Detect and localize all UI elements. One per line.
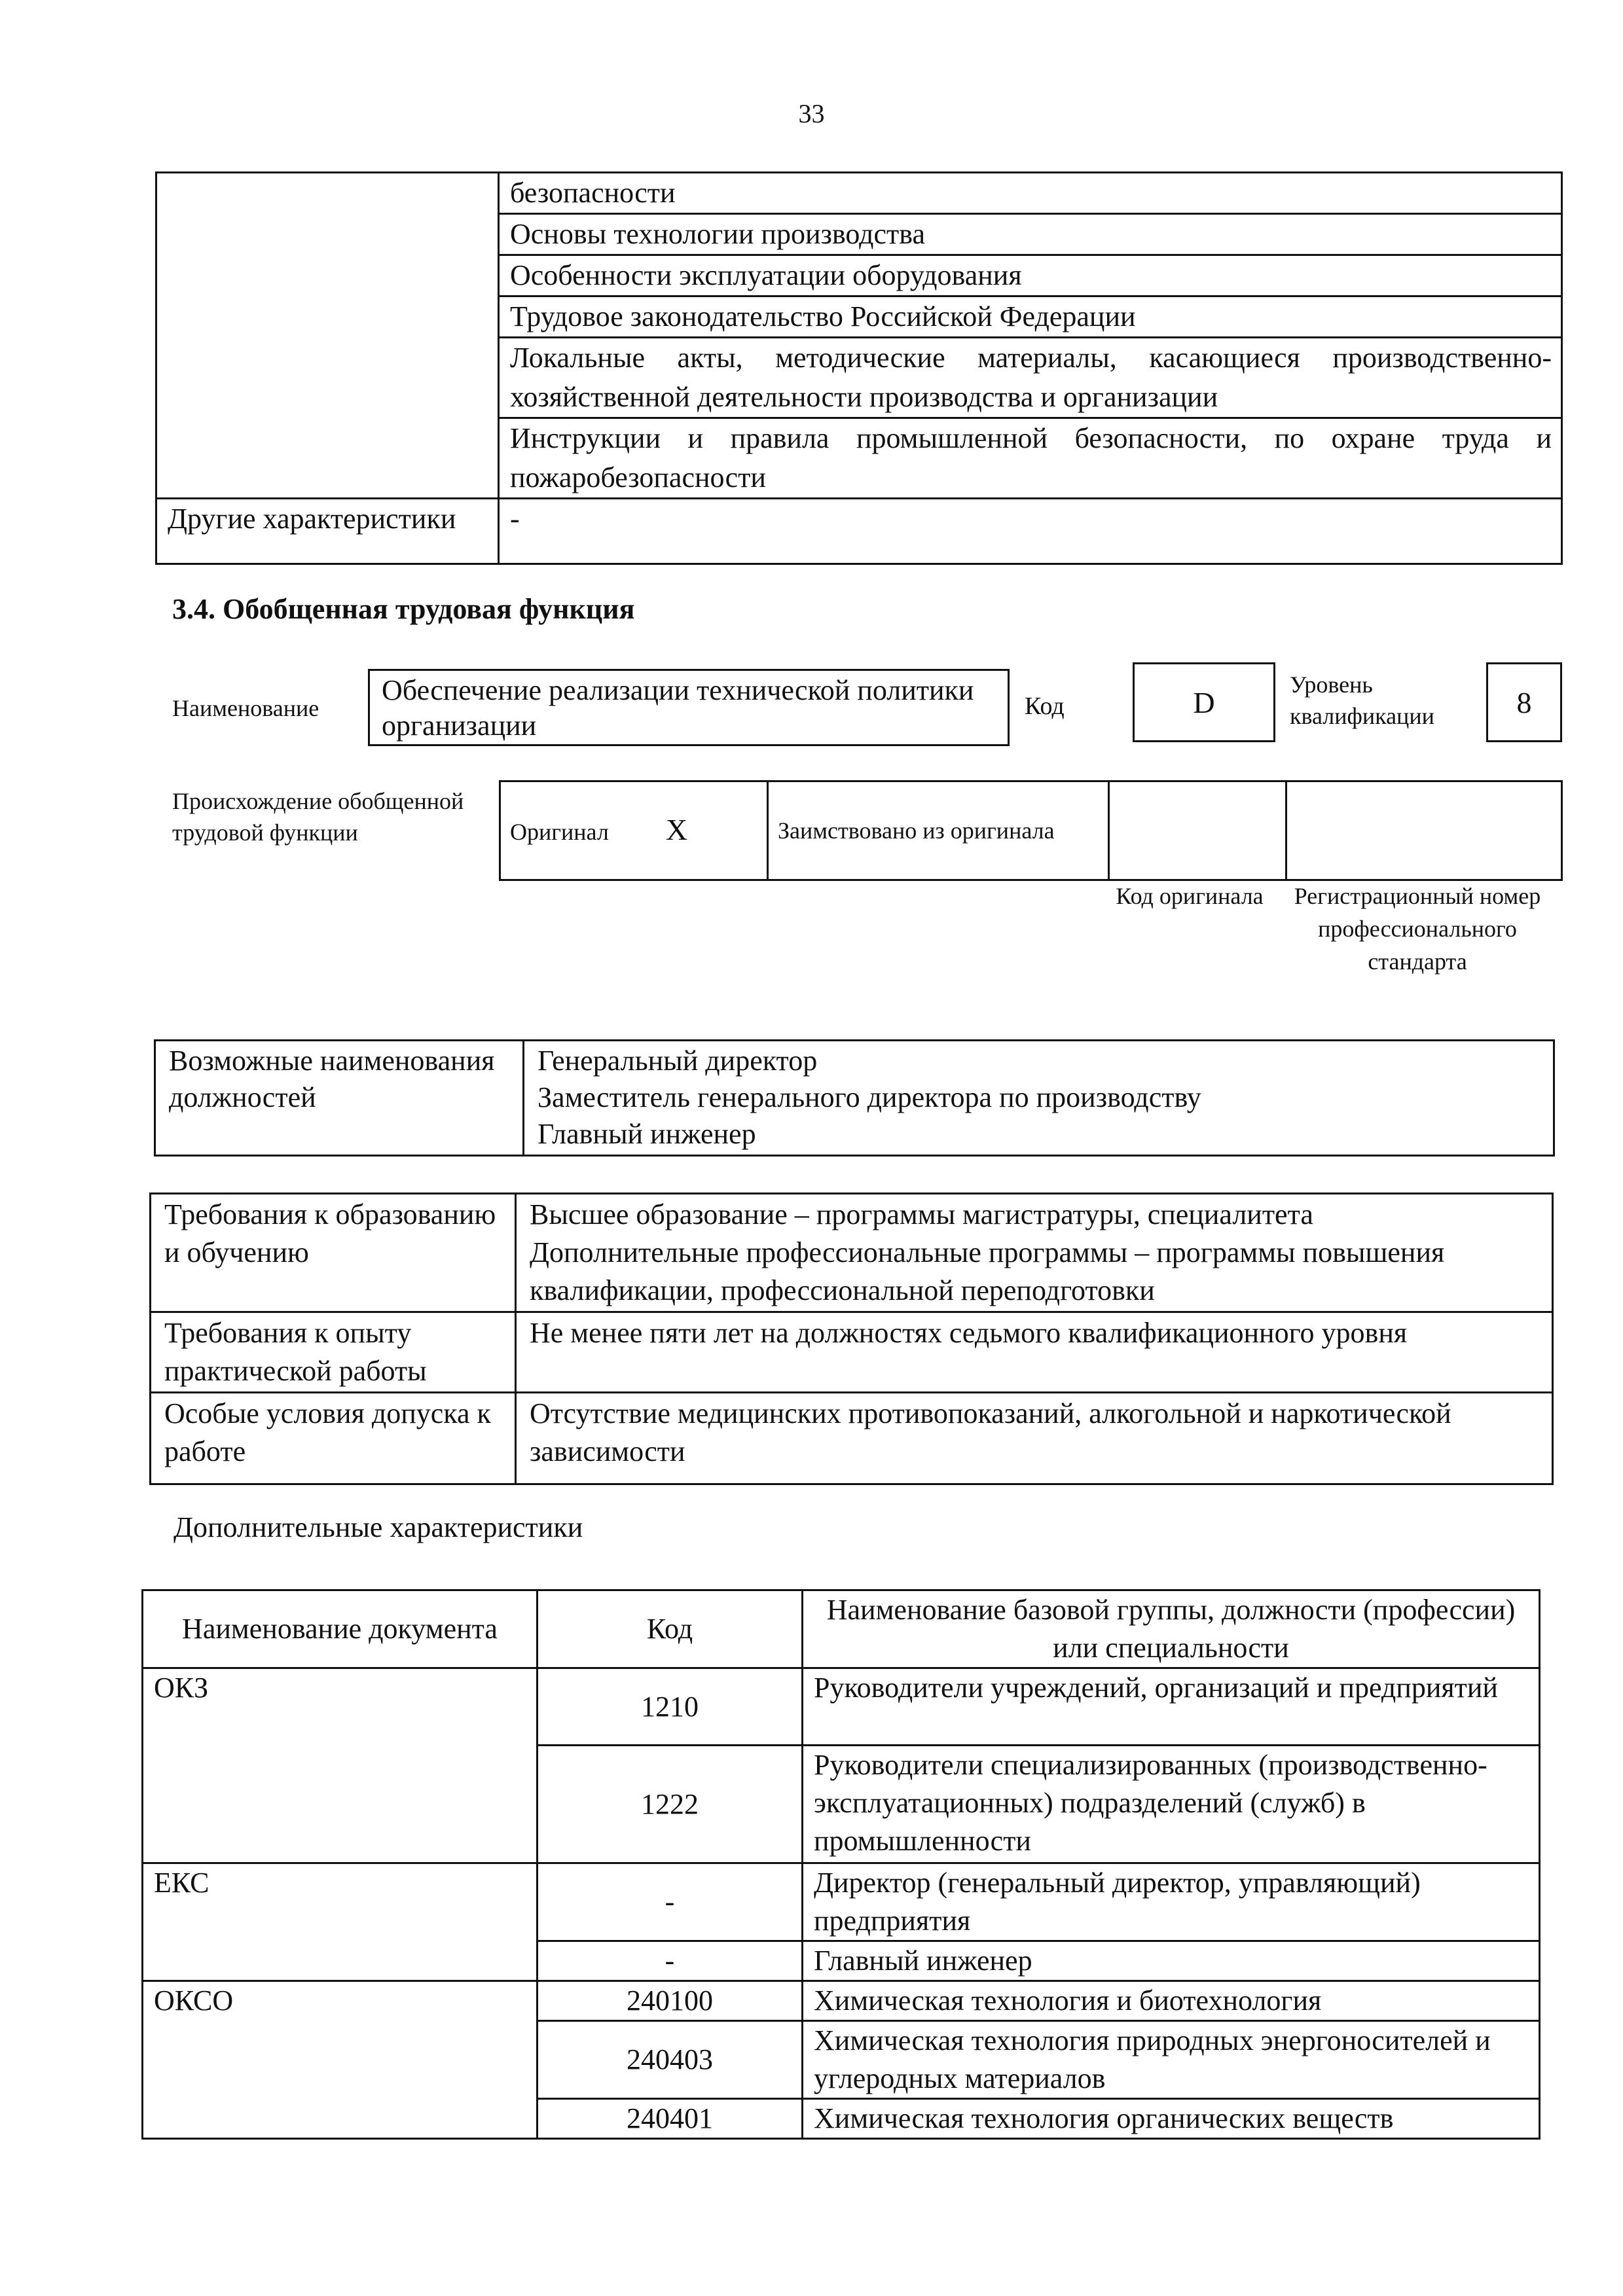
code-cell: 240403 (538, 2021, 803, 2099)
name-cell: Руководители учреждений, организаций и предприятий (803, 1668, 1540, 1746)
origin-original-mark: X (665, 812, 688, 846)
name-cell: Химическая технология природных энергоносителей и углеродных материалов (803, 2021, 1540, 2099)
additional-characteristics-title: Дополнительные характеристики (173, 1511, 583, 1543)
knowledge-item: Инструкции и правила промышленной безопасности, по охране труда и пожаробезопасности (499, 418, 1562, 499)
knowledge-item: Особенности эксплуатации оборудования (499, 255, 1562, 296)
requirement-value: Не менее пяти лет на должностях седьмого квалификационного уровня (516, 1312, 1553, 1393)
knowledge-item: Трудовое законодательство Российской Федерации (499, 296, 1562, 338)
page-number: 33 (798, 99, 825, 128)
origin-label: Происхождение обобщенной трудовой функции (172, 788, 464, 846)
job-title: Заместитель генерального директора по производству (538, 1081, 1201, 1113)
name-cell: Химическая технология органических веществ (803, 2099, 1540, 2139)
document-name: ОКСО (143, 1981, 538, 2139)
requirement-label: Особые условия допуска к работе (151, 1393, 516, 1484)
job-titles-label: Возможные наименования должностей (155, 1041, 524, 1156)
document-name: ЕКС (143, 1863, 538, 1981)
requirement-label: Требования к опыту практической работы (151, 1312, 516, 1393)
empty-label-cell (156, 173, 499, 499)
header-name: Наименование базовой группы, должности (профессии) или специальности (803, 1590, 1540, 1668)
document-name: ОКЗ (143, 1668, 538, 1863)
requirements-table (149, 1193, 1554, 1485)
header-code: Код (538, 1590, 803, 1668)
gtf-name-label: Наименование (172, 695, 319, 721)
code-cell: - (538, 1941, 803, 1981)
origin-code-caption: Код оригинала (1116, 883, 1264, 909)
origin-original-cell (500, 781, 768, 880)
requirement-value: Отсутствие медицинских противопоказаний, алкогольной и наркотической зависимости (516, 1393, 1553, 1484)
origin-table (499, 780, 1563, 881)
gtf-level-value: 8 (1486, 662, 1562, 742)
knowledge-item: безопасности (499, 173, 1562, 214)
gtf-code-label: Код (1025, 692, 1065, 720)
origin-reg-caption: Регистрационный номер профессионального стандарта (1294, 883, 1541, 975)
code-cell: 240401 (538, 2099, 803, 2139)
origin-borrowed-label: Заимствовано из оригинала (768, 781, 1109, 880)
name-cell: Руководители специализированных (производственно-эксплуатационных) подразделений (служб) в промышленности (803, 1746, 1540, 1863)
gtf-level-label: Уровень квалификации (1290, 672, 1434, 729)
additional-characteristics-table (141, 1589, 1541, 2140)
requirement-line: Дополнительные профессиональные программы – программы повышения квалификации, профессиональной переподготовки (530, 1236, 1445, 1306)
job-titles-values (524, 1041, 1554, 1156)
requirement-label: Требования к образованию и обучению (151, 1194, 516, 1312)
job-title: Главный инженер (538, 1118, 756, 1150)
name-cell: Главный инженер (803, 1941, 1540, 1981)
job-title: Генеральный директор (538, 1045, 818, 1077)
origin-reg-number-cell (1286, 781, 1562, 880)
code-cell: - (538, 1863, 803, 1941)
code-cell: 1222 (538, 1746, 803, 1863)
knowledge-item: Локальные акты, методические материалы, касающиеся производственно-хозяйственной деятельности производства и организации (499, 338, 1562, 418)
knowledge-table-continuation (155, 171, 1563, 565)
name-cell: Директор (генеральный директор, управляющий) предприятия (803, 1863, 1540, 1941)
gtf-code-value: D (1133, 662, 1275, 742)
job-titles-table (154, 1039, 1555, 1157)
requirement-value (516, 1194, 1553, 1312)
origin-original-label: Оригинал (510, 818, 609, 845)
knowledge-item: Основы технологии производства (499, 214, 1562, 255)
other-characteristics-label: Другие характеристики (156, 499, 499, 564)
code-cell: 1210 (538, 1668, 803, 1746)
requirement-line: Высшее образование – программы магистратуры, специалитета (530, 1198, 1313, 1230)
other-characteristics-value: - (499, 499, 1562, 564)
name-cell: Химическая технология и биотехнология (803, 1981, 1540, 2021)
header-document: Наименование документа (143, 1590, 538, 1668)
section-title: 3.4. Обобщенная трудовая функция (172, 593, 635, 625)
origin-code-cell (1109, 781, 1286, 880)
gtf-name-value: Обеспечение реализации технической политики организации (368, 669, 1010, 746)
code-cell: 240100 (538, 1981, 803, 2021)
